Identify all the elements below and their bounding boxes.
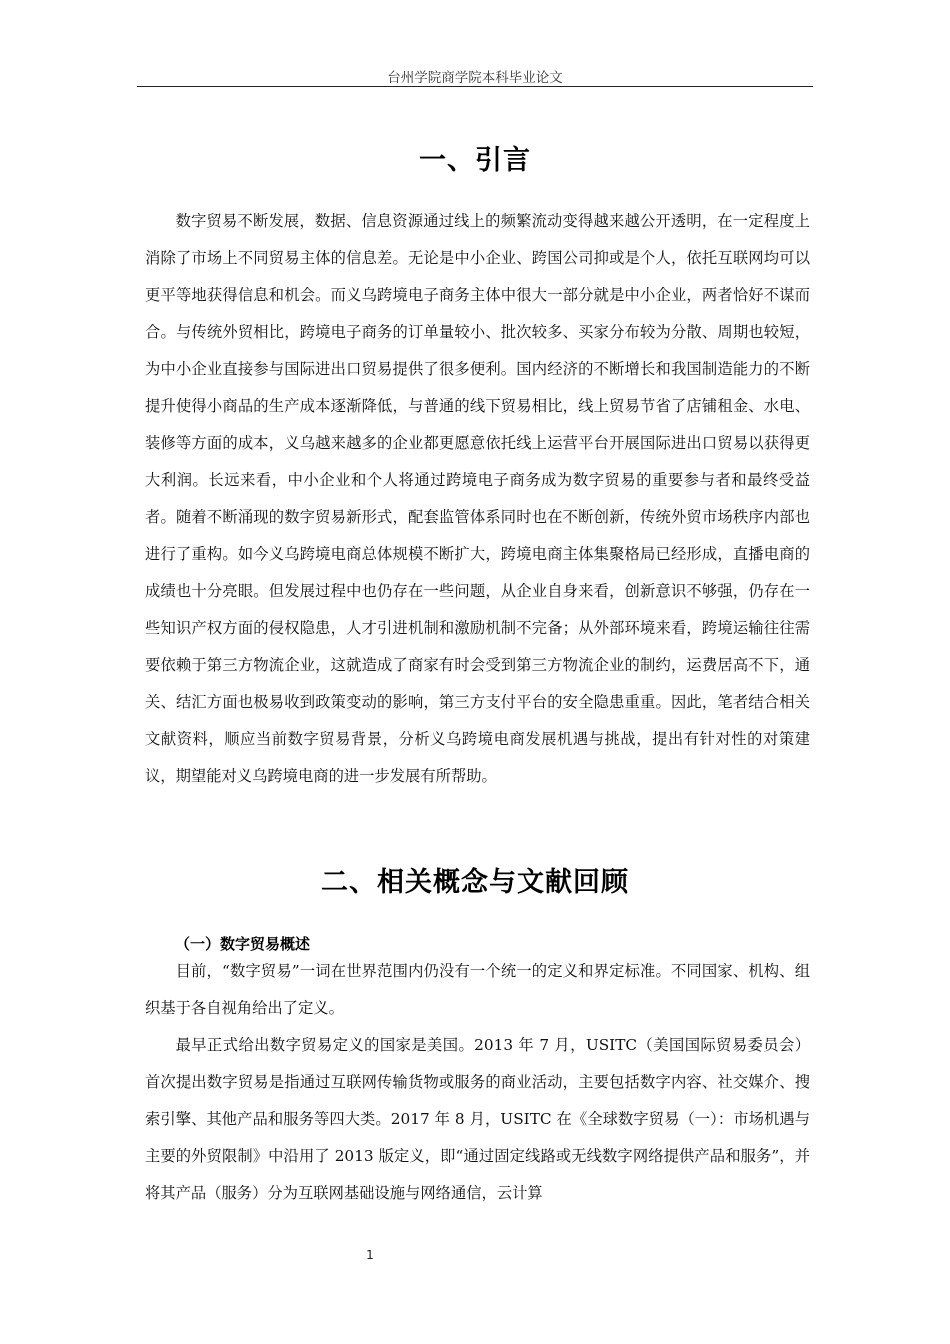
header-divider [137, 86, 813, 87]
section-heading-introduction: 一、引言 [419, 145, 531, 176]
subsection-heading-digital-trade: （一）数字贸易概述 [175, 935, 311, 953]
digital-trade-paragraph-2: 最早正式给出数字贸易定义的国家是美国。2013 年 7 月，USITC（美国国际贸易委员会）首次提出数字贸易是指通过互联网传输货物或服务的商业活动，主要包括数字内容、社交媒介、搜索引擎、其他产品和服务等四大类。2017 年 8 月，USITC 在《全球数字贸易（一）：市场机遇与主要的外贸限制》中沿用了 2013 版定义，即“通过固定线路或无线数字网络提供产品和服务”，并将其产品（服务）分为互联网基础设施与网络通信，云计算 [145, 1036, 810, 1202]
running-header-title: 台州学院商学院本科毕业论文 [387, 70, 563, 86]
section-heading-literature-review: 二、相关概念与文献回顾 [321, 867, 629, 898]
digital-trade-paragraph-1: 目前，“数字贸易”一词在世界范围内仍没有一个统一的定义和界定标准。不同国家、机构、组织基于各自视角给出了定义。 [145, 962, 810, 1017]
introduction-paragraph: 数字贸易不断发展，数据、信息资源通过线上的频繁流动变得越来越公开透明，在一定程度上消除了市场上不同贸易主体的信息差。无论是中小企业、跨国公司抑或是个人，依托互联网均可以更平等地获得信息和机会。而义乌跨境电子商务主体中很大一部分就是中小企业，两者恰好不谋而合。与传统外贸相比，跨境电子商务的订单量较小、批次较多、买家分布较为分散、周期也较短，为中小企业直接参与国际进出口贸易提供了很多便利。国内经济的不断增长和我国制造能力的不断提升使得小商品的生产成本逐渐降低，与普通的线下贸易相比，线上贸易节省了店铺租金、水电、装修等方面的成本，义乌越来越多的企业都更愿意依托线上运营平台开展国际进出口贸易以获得更大利润。长远来看，中小企业和个人将通过跨境电子商务成为数字贸易的重要参与者和最终受益者。随着不断涌现的数字贸易新形式，配套监管体系同时也在不断创新，传统外贸市场秩序内部也进行了重构。如今义乌跨境电商总体规模不断扩大，跨境电商主体集聚格局已经形成，直播电商的成绩也十分亮眼。但发展过程中也仍存在一些问题，从企业自身来看，创新意识不够强，仍存在一些知识产权方面的侵权隐患，人才引进机制和激励机制不完备；从外部环境来看，跨境运输往往需要依赖于第三方物流企业，这就造成了商家有时会受到第三方物流企业的制约，运费居高不下，通关、结汇方面也极易收到政策变动的影响，第三方支付平台的安全隐患重重。因此，笔者结合相关文献资料，顺应当前数字贸易背景，分析义乌跨境电商发展机遇与挑战，提出有针对性的对策建议，期望能对义乌跨境电商的进一步发展有所帮助。 [145, 212, 810, 785]
page-number: 1 [366, 1248, 374, 1262]
